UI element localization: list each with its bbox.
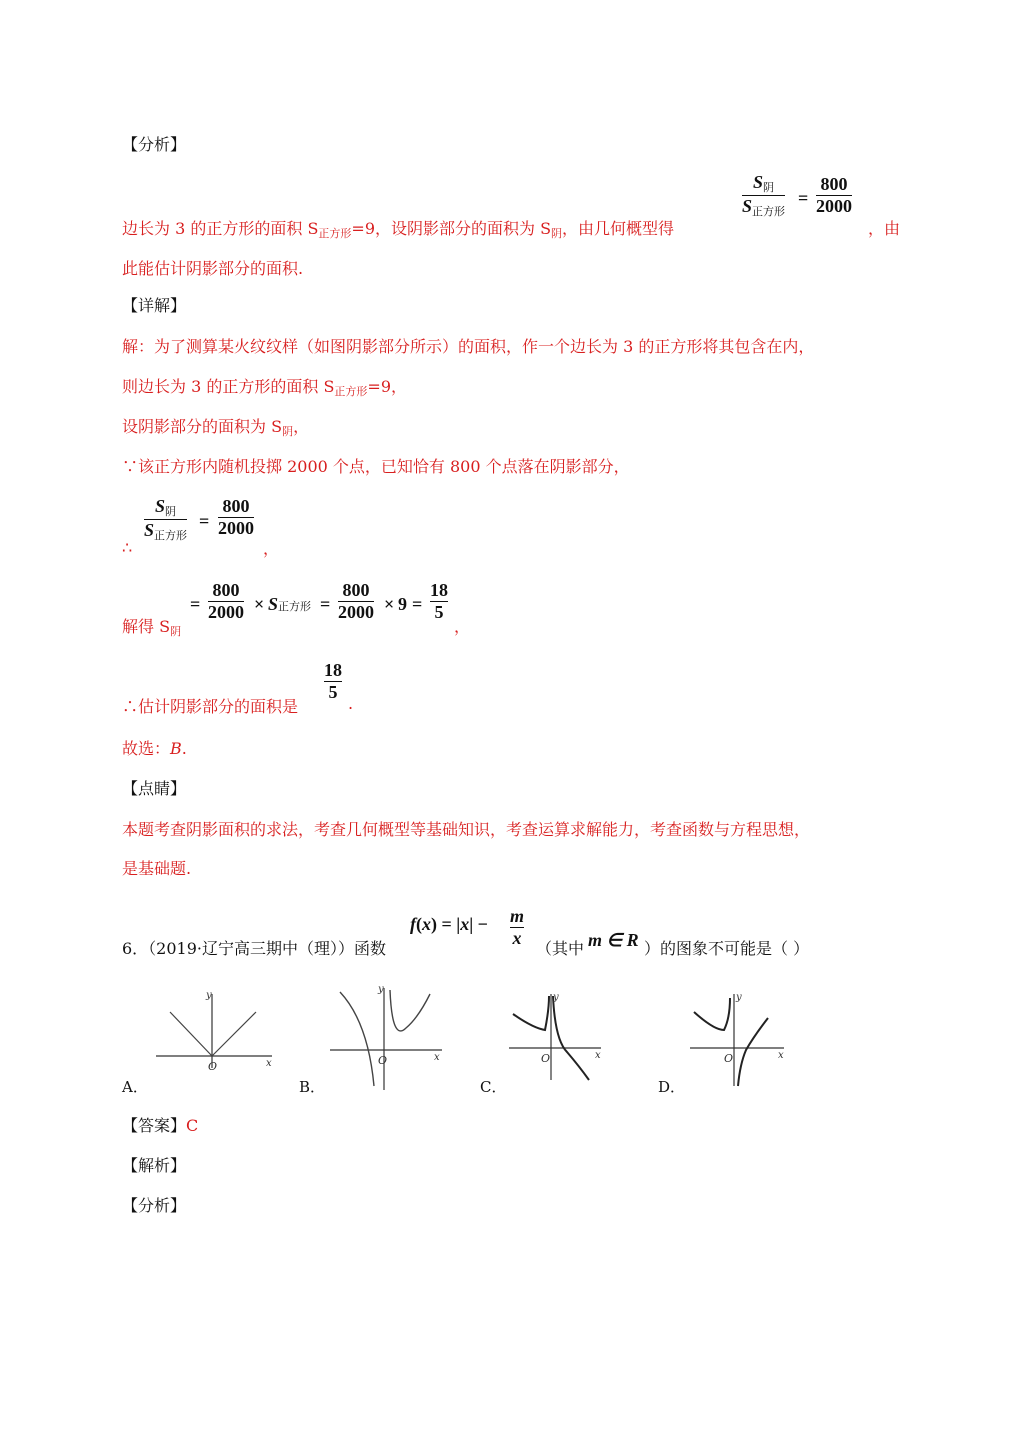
svg-text:y: y	[206, 990, 212, 1001]
comma: ，	[263, 539, 280, 558]
numerator: 800	[820, 174, 848, 194]
fraction-ratio	[742, 172, 785, 219]
text: =9，设阴影部分的面积为 S	[351, 219, 552, 238]
comment-header: 【点睛】	[122, 779, 187, 798]
equals-sign: =	[412, 594, 423, 614]
m-in-R: m ∈ R	[588, 930, 639, 950]
numerator: 800	[342, 580, 370, 600]
svg-text:x: x	[595, 1050, 601, 1061]
subscript: 阴	[170, 625, 182, 638]
equals-sign: =	[190, 594, 201, 614]
fraction-800-2000	[816, 174, 852, 217]
text: 故选：	[122, 739, 171, 758]
graph-option-a[interactable]	[150, 990, 280, 1070]
text: ，由	[868, 219, 901, 238]
svg-text:y: y	[553, 992, 559, 1003]
fraction-18-5	[324, 660, 342, 703]
comma: ，	[454, 617, 471, 636]
svg-text:x: x	[778, 1050, 784, 1061]
explanation-header: 【解析】	[122, 1156, 187, 1175]
choice-line	[122, 736, 187, 759]
denominator: 5	[434, 602, 444, 622]
text: .	[181, 739, 187, 758]
subscript: 正方形	[318, 227, 352, 240]
numerator: 800	[212, 580, 240, 600]
svg-text:y: y	[736, 992, 742, 1003]
equals-sign: =	[798, 188, 809, 208]
option-a-label: A．	[122, 1078, 148, 1096]
function-expression: f(x) = |x| −	[410, 914, 488, 934]
graph-option-d[interactable]	[688, 990, 788, 1090]
svg-text:x: x	[266, 1058, 272, 1069]
subscript: 阴	[551, 227, 563, 240]
text: 解得 S	[122, 617, 171, 636]
denominator: 2000	[218, 518, 254, 538]
option-d-label: D．	[658, 1078, 686, 1096]
svg-text:y: y	[378, 984, 384, 995]
s-square-term: S正方形	[268, 594, 312, 614]
numerator: S阴	[753, 172, 775, 194]
solution-line4: ∵该正方形内随机投掷 2000 个点，已知恰有 800 个点落在阴影部分，	[122, 457, 630, 476]
svg-text:O: O	[541, 1052, 551, 1065]
solution-line3	[122, 414, 309, 439]
fraction-ratio	[144, 496, 187, 543]
denominator: 2000	[338, 602, 374, 622]
denominator: x	[512, 928, 522, 948]
estimate-line: ∴估计阴影部分的面积是	[122, 697, 299, 716]
text: ，由几何概型得	[562, 219, 675, 238]
numerator: m	[510, 906, 525, 926]
denominator: 2000	[208, 602, 244, 622]
solution-line1: 解：为了测算某火纹纹样（如图阴影部分所示）的面积，作一个边长为 3 的正方形将其包含在内，	[122, 337, 815, 356]
svg-text:O: O	[378, 1054, 388, 1067]
answer-label: 【答案】	[122, 1116, 187, 1135]
fraction-800-2000	[338, 580, 374, 623]
text: 边长为 3 的正方形的面积 S	[122, 219, 319, 238]
times-sign: ×	[384, 594, 395, 614]
subscript: 阴	[282, 425, 294, 438]
analysis-paragraph-line1	[122, 216, 674, 241]
denominator: 2000	[816, 196, 852, 216]
numerator: S阴	[155, 496, 177, 518]
times-sign: ×	[254, 594, 265, 614]
option-b-label: B．	[299, 1078, 326, 1096]
denominator: S正方形	[742, 196, 786, 218]
comment-line2: 是基础题.	[122, 859, 192, 878]
svg-text:O: O	[724, 1052, 734, 1065]
question6-mid: （其中	[536, 939, 585, 958]
graph-option-c[interactable]	[505, 990, 605, 1090]
comment-line1: 本题考查阴影面积的求法，考查几何概型等基础知识，考查运算求解能力，考查函数与方程思想，	[122, 820, 811, 839]
analysis-header: 【分析】	[122, 135, 187, 154]
graph-option-b[interactable]	[328, 982, 448, 1092]
fraction-m-x	[510, 906, 524, 949]
svg-text:x: x	[434, 1052, 440, 1063]
question6-tail: ）的图象不可能是（ ）	[644, 939, 810, 958]
analysis-paragraph-line2: 此能估计阴影部分的面积.	[122, 259, 304, 278]
fraction-800-2000	[218, 496, 254, 539]
denominator: 5	[328, 682, 338, 702]
period: .	[348, 694, 354, 713]
numerator: 800	[222, 496, 250, 516]
numerator: 18	[324, 660, 342, 680]
fraction-18-5	[430, 580, 448, 623]
text: =9，	[367, 377, 407, 396]
equals-sign: =	[199, 511, 210, 531]
therefore-symbol: ∴	[122, 538, 133, 557]
svg-text:O: O	[208, 1060, 218, 1070]
subscript: 正方形	[334, 385, 368, 398]
analysis-header-2: 【分析】	[122, 1196, 187, 1215]
fraction-800-2000	[208, 580, 244, 623]
numerator: 18	[430, 580, 448, 600]
choice-letter: B	[170, 739, 182, 758]
solve-line	[122, 614, 181, 639]
answer-line	[122, 1113, 198, 1136]
question6-lead: 6．（2019·辽宁高三期中（理））函数	[122, 939, 386, 958]
denominator: S正方形	[144, 520, 188, 542]
text: 设阴影部分的面积为 S	[122, 417, 283, 436]
answer-value: C	[186, 1116, 199, 1135]
detail-header: 【详解】	[122, 296, 187, 315]
solution-line2	[122, 374, 407, 399]
option-c-label: C．	[480, 1078, 507, 1096]
text: ，	[293, 417, 310, 436]
equals-sign: =	[320, 594, 331, 614]
text: 则边长为 3 的正方形的面积 S	[122, 377, 335, 396]
nine: 9	[398, 594, 407, 614]
